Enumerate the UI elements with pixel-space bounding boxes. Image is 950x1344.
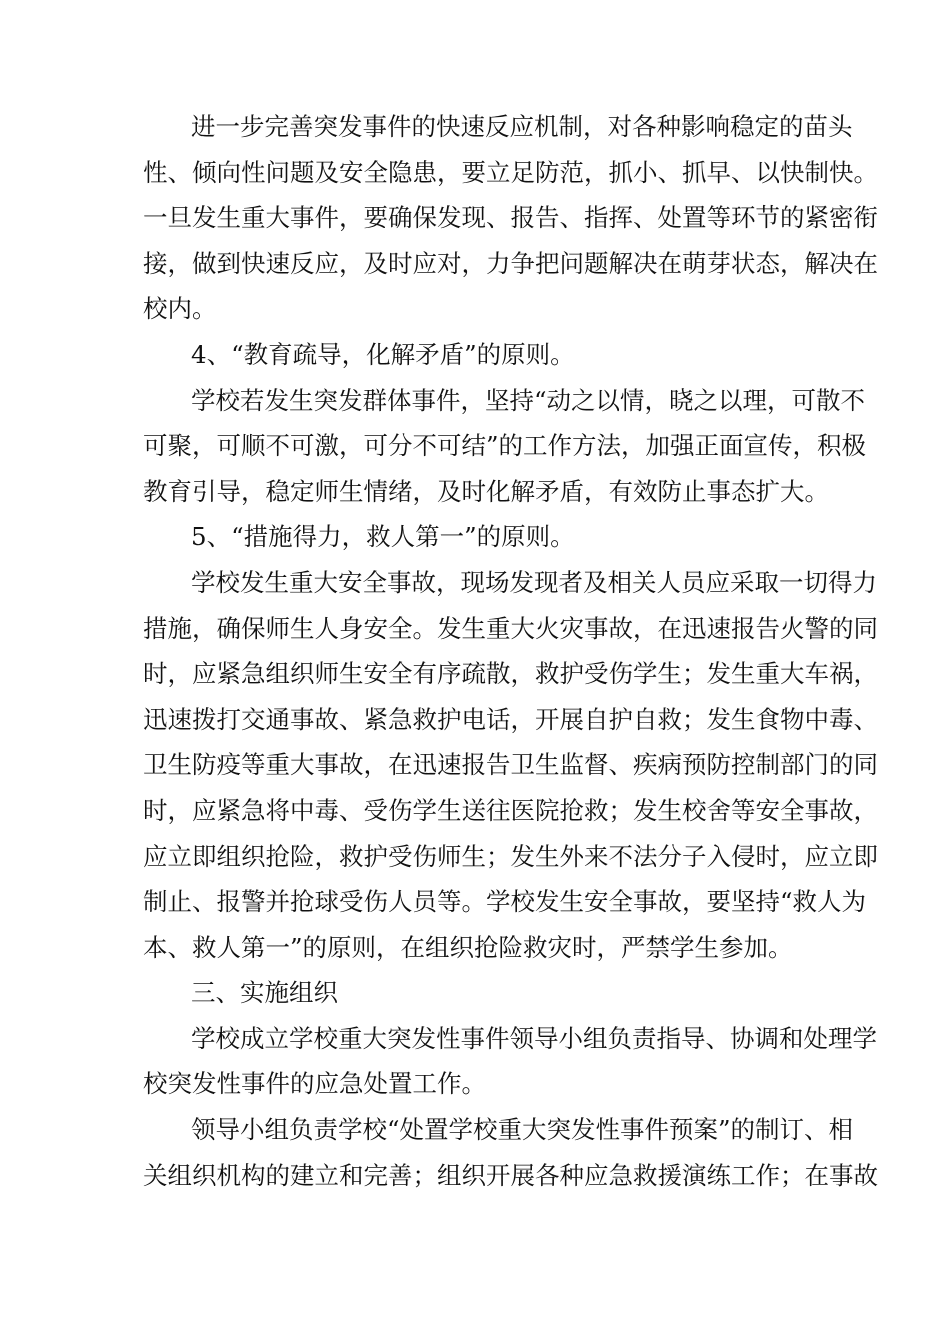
paragraph-line: 应立即组织抢险，救护受伤师生；发生外来不法分子入侵时，应立即 — [143, 841, 878, 871]
paragraph-line: 学校成立学校重大突发性事件领导小组负责指导、协调和处理学 — [191, 1023, 877, 1053]
paragraph-line: 校内。 — [143, 294, 217, 324]
document-body — [143, 104, 878, 1198]
paragraph-line: 进一步完善突发事件的快速反应机制，对各种影响稳定的苗头 — [191, 112, 853, 141]
paragraph-line: 时，应紧急将中毒、受伤学生送往医院抢救；发生校舍等安全事故， — [143, 795, 878, 825]
paragraph-line: 学校发生重大安全事故，现场发现者及相关人员应采取一切得力 — [191, 567, 877, 597]
paragraph-line: 教育引导，稳定师生情绪，及时化解矛盾，有效防止事态扩大。 — [143, 476, 829, 506]
paragraph-line: 学校若发生突发群体事件，坚持“动之以情，晓之以理，可散不 — [191, 385, 866, 415]
paragraph-line: 本、救人第一”的原则，在组织抢险救灾时，严禁学生参加。 — [143, 932, 793, 962]
paragraph-line: 关组织机构的建立和完善；组织开展各种应急救援演练工作；在事故 — [143, 1160, 878, 1190]
paragraph-line: 可聚，可顺不可激，可分不可结”的工作方法，加强正面宣传，积极 — [143, 431, 867, 461]
paragraph-line: 时，应紧急组织师生安全有序疏散，救护受伤学生；发生重大车祸， — [143, 659, 878, 689]
paragraph-line: 校突发性事件的应急处置工作。 — [143, 1069, 486, 1099]
section-heading-3: 三、实施组织 — [191, 978, 338, 1008]
paragraph-line: 性、倾向性问题及安全隐患，要立足防范，抓小、抓早、以快制快。 — [143, 157, 878, 187]
paragraph-line: 接，做到快速反应，及时应对，力争把问题解决在萌芽状态，解决在 — [143, 248, 878, 278]
paragraph-line: 一旦发生重大事件，要确保发现、报告、指挥、处置等环节的紧密衔 — [143, 203, 878, 233]
paragraph-line: 卫生防疫等重大事故，在迅速报告卫生监督、疾病预防控制部门的同 — [143, 750, 878, 780]
section-heading-5: 5、“措施得力，救人第一”的原则。 — [191, 522, 575, 552]
section-heading-4: 4、“教育疏导，化解矛盾”的原则。 — [191, 339, 575, 369]
paragraph-line: 迅速拨打交通事故、紧急救护电话，开展自护自救；发生食物中毒、 — [143, 704, 878, 734]
paragraph-line: 措施，确保师生人身安全。发生重大火灾事故，在迅速报告火警的同 — [143, 613, 878, 643]
paragraph-line: 制止、报警并抢球受伤人员等。学校发生安全事故，要坚持“救人为 — [143, 887, 867, 917]
paragraph-line: 领导小组负责学校“处置学校重大突发性事件预案”的制订、相 — [191, 1115, 854, 1145]
